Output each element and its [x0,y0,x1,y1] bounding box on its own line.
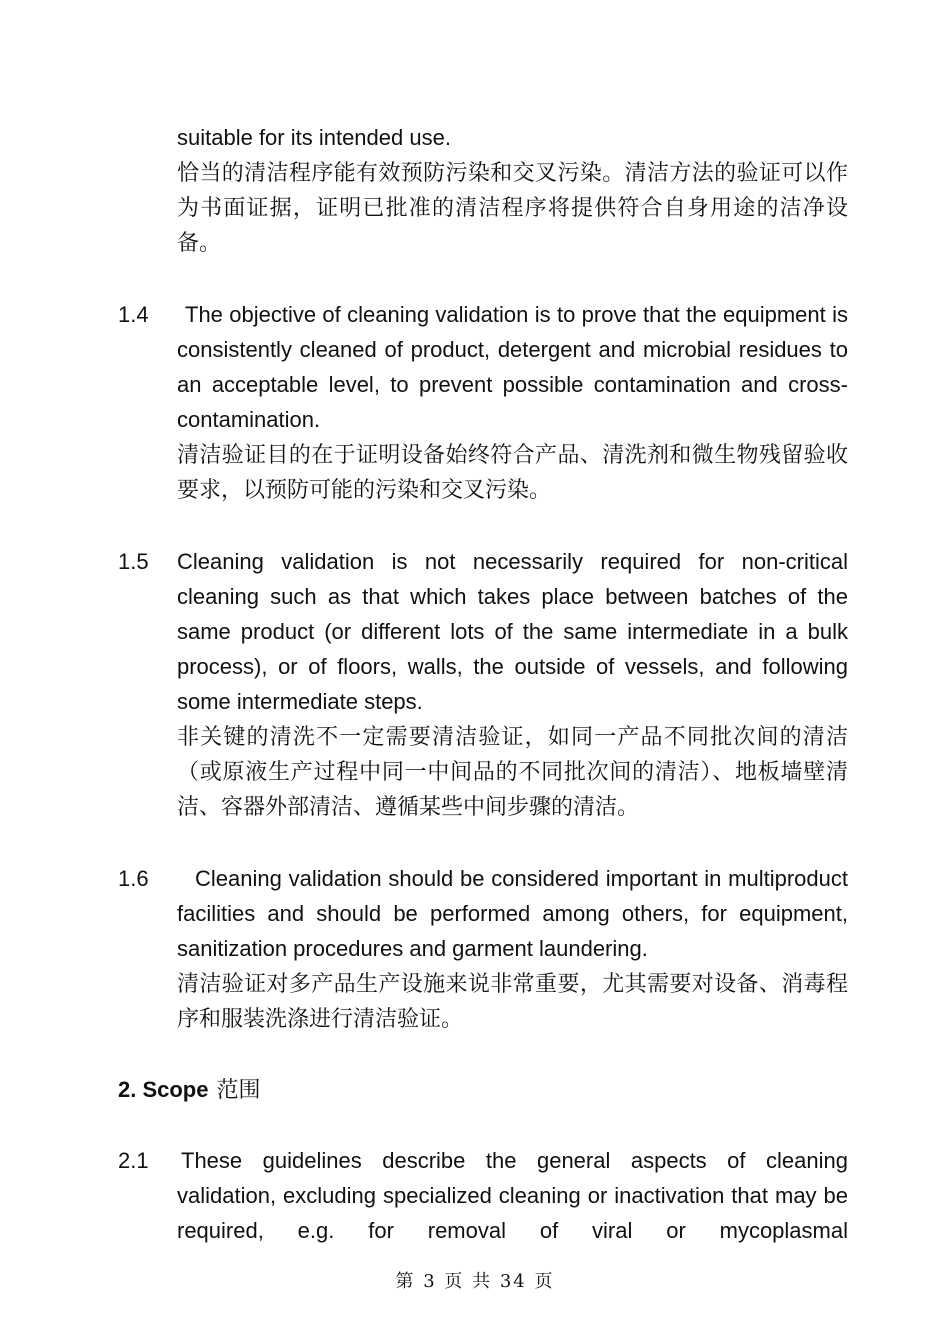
section-number-1-6: 1.6 [118,866,149,891]
scope-heading-en: 2. Scope [118,1077,209,1102]
section-1-5-en: Cleaning validation is not necessarily required for non-critical cleaning such as that which takes place between batches of the same product (or different lots of the same intermediate in a bulk process), or of floors, walls, the outside of vessels, and following some intermediate steps. [177,549,848,714]
section-2-1-en: These guidelines describe the general aspects of cleaning validation, excluding specialized cleaning or inactivation that may be required, e.g. for removal of viral or mycoplasmal [177,1148,848,1243]
intro-en-tail: suitable for its intended use. [177,125,451,150]
intro-zh: 恰当的清洁程序能有效预防污染和交叉污染。清洁方法的验证可以作为书面证据，证明已批准的清洁程序将提供符合自身用途的洁净设备。 [177,161,848,256]
section-1-4-en: The objective of cleaning validation is to prove that the equipment is consistently cleaned of product, detergent and microbial residues to an acceptable level, to prevent possible contamination and cross-contamination. [177,302,848,432]
page-footer: 第 3 页 共 34 页 [395,1271,555,1292]
section-1-4-zh: 清洁验证目的在于证明设备始终符合产品、清洗剂和微生物残留验收要求，以预防可能的污染和交叉污染。 [177,443,848,503]
scope-heading-zh: 范围 [216,1078,261,1103]
scope-heading [118,1072,261,1108]
section-number-2-1: 2.1 [118,1148,149,1173]
section-1-6-zh: 清洁验证对多产品生产设施来说非常重要，尤其需要对设备、消毒程序和服装洗涤进行清洁验证。 [177,972,848,1032]
section-number-1-5: 1.5 [118,549,149,574]
section-number-1-4: 1.4 [118,302,149,327]
section-1-5-zh: 非关键的清洗不一定需要清洁验证，如同一产品不同批次间的清洁（或原液生产过程中同一中间品的不同批次间的清洁）、地板墙壁清洁、容器外部清洁、遵循某些中间步骤的清洁。 [177,725,848,820]
section-1-6-en: Cleaning validation should be considered important in multiproduct facilities and should be performed among others, for equipment, sanitization procedures and garment laundering. [177,866,848,961]
